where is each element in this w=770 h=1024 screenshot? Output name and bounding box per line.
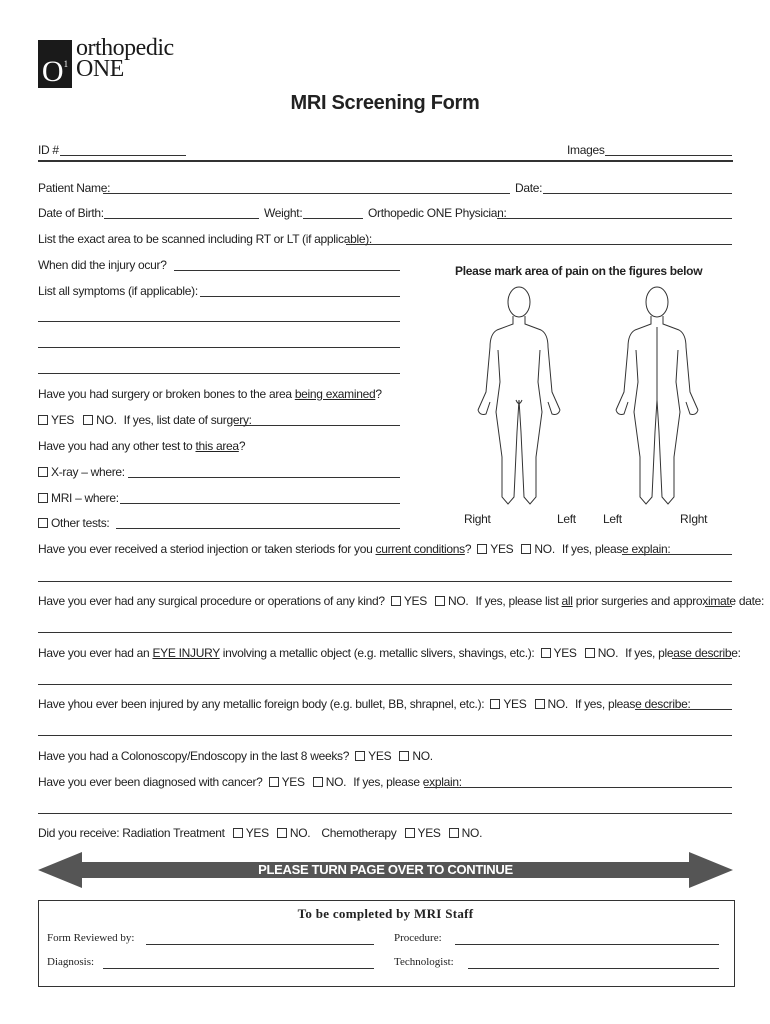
date-field[interactable] xyxy=(543,193,732,194)
injury-label: When did the injury ocur? xyxy=(38,258,167,272)
metal-describe-line-2[interactable] xyxy=(38,735,732,736)
date-label: Date: xyxy=(515,181,543,195)
other-tests-field[interactable] xyxy=(116,528,400,529)
area-label: List the exact area to be scanned including RT or LT (if applicable): xyxy=(38,232,372,246)
other-tests-row: Other tests: xyxy=(38,516,109,530)
metal-question: Have yhou ever been injured by any metallic foreign body (e.g. bullet, BB, shrapnel, etc.): YES NO. If yes, please describe: xyxy=(38,697,691,711)
reviewed-label: Form Reviewed by: xyxy=(47,932,135,944)
steroid-no-checkbox[interactable] xyxy=(521,544,531,554)
radiation-no-checkbox[interactable] xyxy=(277,828,287,838)
cancer-explain-field[interactable] xyxy=(424,787,732,788)
radiation-question: Did you receive: Radiation Treatment YES NO. Chemotherapy YES NO. xyxy=(38,826,483,840)
procedure-label: Procedure: xyxy=(394,932,442,944)
id-field[interactable] xyxy=(60,155,186,156)
technologist-label: Technologist: xyxy=(394,956,454,968)
surgical-list-line-2[interactable] xyxy=(38,632,732,633)
symptoms-line-3[interactable] xyxy=(38,347,400,348)
metal-describe-field[interactable] xyxy=(635,709,732,710)
xray-checkbox[interactable] xyxy=(38,467,48,477)
metal-no-checkbox[interactable] xyxy=(535,699,545,709)
images-label: Images xyxy=(567,143,605,157)
surgery-date-field[interactable] xyxy=(234,425,400,426)
surgery-question: Have you had surgery or broken bones to the area being examined? xyxy=(38,387,382,401)
xray-row: X-ray – where: xyxy=(38,465,125,479)
staff-heading: To be completed by MRI Staff xyxy=(297,906,474,921)
turn-page-text: PLEASE TURN PAGE OVER TO CONTINUE xyxy=(258,862,513,877)
patient-name-label: Patient Name: xyxy=(38,181,111,195)
eye-injury-question: Have you ever had an EYE INJURY involving a metallic object (e.g. metallic slivers, shavings, etc.): YES NO. If yes, please describe: xyxy=(38,646,741,660)
steroid-explain-line-2[interactable] xyxy=(38,581,732,582)
dob-field[interactable] xyxy=(104,218,259,219)
patient-name-field[interactable] xyxy=(103,193,510,194)
mri-field[interactable] xyxy=(120,503,400,504)
mri-row: MRI – where: xyxy=(38,491,119,505)
surgical-no-checkbox[interactable] xyxy=(435,596,445,606)
physician-label: Orthopedic ONE Physician: xyxy=(368,206,507,220)
weight-field[interactable] xyxy=(303,218,363,219)
back-right-label: RIght xyxy=(680,512,708,526)
eye-yes-checkbox[interactable] xyxy=(541,648,551,658)
mri-checkbox[interactable] xyxy=(38,493,48,503)
surgical-yes-checkbox[interactable] xyxy=(391,596,401,606)
eye-no-checkbox[interactable] xyxy=(585,648,595,658)
physician-field[interactable] xyxy=(497,218,732,219)
cancer-question: Have you ever been diagnosed with cancer? YES NO. If yes, please explain: xyxy=(38,775,462,789)
id-label: ID # xyxy=(38,143,59,157)
symptoms-field[interactable] xyxy=(200,296,400,297)
eye-describe-field[interactable] xyxy=(672,658,732,659)
surgical-question: Have you ever had any surgical procedure or operations of any kind? YES NO. If yes, please list all prior surgeries and approximate date: xyxy=(38,594,765,608)
steroid-question: Have you ever received a steriod injection or taken steriods for you current conditions? YES NO. If yes, please explain: xyxy=(38,542,671,556)
symptoms-line-2[interactable] xyxy=(38,321,400,322)
procedure-field[interactable] xyxy=(455,944,719,945)
front-left-label: Left xyxy=(557,512,576,526)
colon-yes-checkbox[interactable] xyxy=(355,751,365,761)
logo-mark: $O^1$ xyxy=(38,40,72,88)
cancer-no-checkbox[interactable] xyxy=(313,777,323,787)
injury-field[interactable] xyxy=(174,270,400,271)
technologist-field[interactable] xyxy=(468,968,719,969)
steroid-explain-field[interactable] xyxy=(622,554,732,555)
weight-label: Weight: xyxy=(264,206,303,220)
area-field[interactable] xyxy=(346,244,732,245)
logo-text: orthopedic ONE xyxy=(76,35,174,82)
surgery-no-checkbox[interactable] xyxy=(83,415,93,425)
surgical-list-field[interactable] xyxy=(705,606,732,607)
back-left-label: Left xyxy=(603,512,622,526)
pain-heading: Please mark area of pain on the figures below xyxy=(455,264,703,278)
page-title: MRI Screening Form xyxy=(290,92,480,114)
colonoscopy-question: Have you had a Colonoscopy/Endoscopy in the last 8 weeks? YES NO. xyxy=(38,749,433,763)
symptoms-label: List all symptoms (if applicable): xyxy=(38,284,198,298)
body-front-figure[interactable] xyxy=(462,282,582,512)
radiation-yes-checkbox[interactable] xyxy=(233,828,243,838)
other-tests-checkbox[interactable] xyxy=(38,518,48,528)
cancer-yes-checkbox[interactable] xyxy=(269,777,279,787)
body-back-figure[interactable] xyxy=(600,282,720,512)
reviewed-field[interactable] xyxy=(146,944,374,945)
chemo-no-checkbox[interactable] xyxy=(449,828,459,838)
symptoms-line-4[interactable] xyxy=(38,373,400,374)
chemo-yes-checkbox[interactable] xyxy=(405,828,415,838)
xray-field[interactable] xyxy=(128,477,400,478)
images-field[interactable] xyxy=(605,155,732,156)
colon-no-checkbox[interactable] xyxy=(399,751,409,761)
header-rule xyxy=(38,160,733,162)
metal-yes-checkbox[interactable] xyxy=(490,699,500,709)
eye-describe-line-2[interactable] xyxy=(38,684,732,685)
cancer-explain-line-2[interactable] xyxy=(38,813,732,814)
surgery-yes-checkbox[interactable] xyxy=(38,415,48,425)
surgery-answer-row: YES NO. If yes, list date of surgery: xyxy=(38,413,252,427)
diagnosis-label: Diagnosis: xyxy=(47,956,95,968)
steroid-yes-checkbox[interactable] xyxy=(477,544,487,554)
dob-label: Date of Birth: xyxy=(38,206,104,220)
front-right-label: Right xyxy=(464,512,491,526)
diagnosis-field[interactable] xyxy=(103,968,374,969)
other-test-question: Have you had any other test to this area? xyxy=(38,439,246,453)
